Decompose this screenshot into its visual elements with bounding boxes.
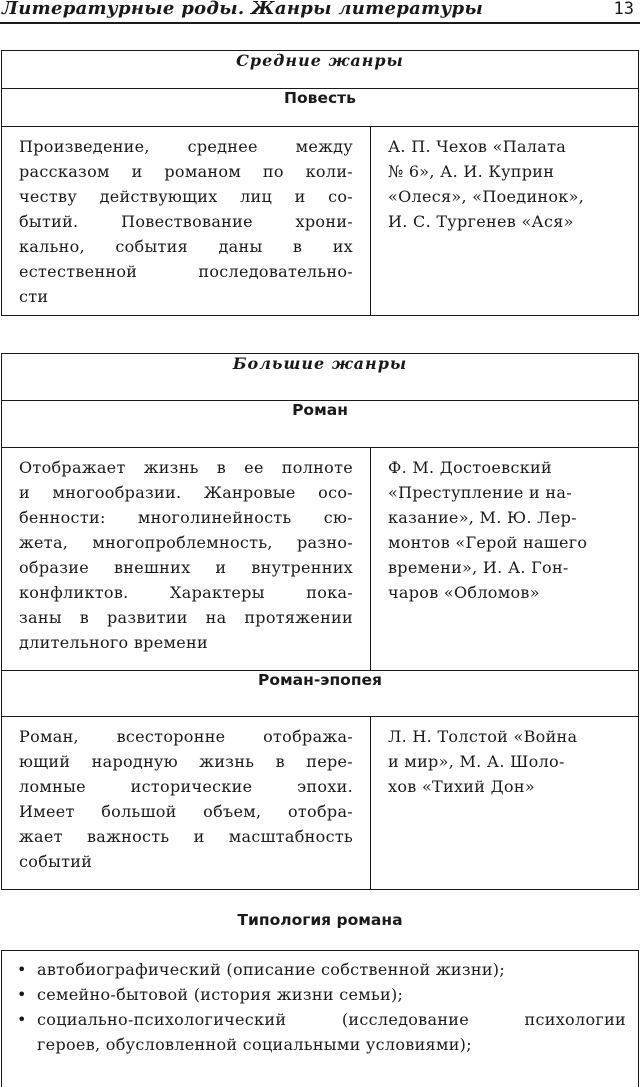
text-line: хов «Тихий Дон» <box>388 777 535 796</box>
text-line: длительного времени <box>19 633 208 652</box>
genre-name: Роман <box>2 401 639 448</box>
large-genres-table <box>1 353 639 890</box>
genre-examples <box>371 127 639 316</box>
genre-examples <box>371 448 639 671</box>
text-line: ломные исторические эпохи. <box>19 777 353 796</box>
section-title: Средние жанры <box>2 51 639 89</box>
text-line: заны в развитии на протяжении <box>19 608 353 627</box>
text-line: Имеет большой объем, отобра- <box>19 802 353 821</box>
genre-examples <box>371 717 639 890</box>
text-line: Роман, всесторонне отобража- <box>19 727 353 746</box>
bullet-icon: • <box>17 960 27 979</box>
text-line: образие внешних и внутренних <box>19 558 353 577</box>
text-line: Ф. М. Достоевский <box>388 458 552 477</box>
section-title: Большие жанры <box>2 354 639 401</box>
bullet-icon: • <box>17 985 27 1004</box>
text-line: героев, обусловленной социальными условиями); <box>37 1035 472 1054</box>
text-line: конфликтов. Характеры пока- <box>19 583 353 602</box>
text-line: «Олеся», «Поединок», <box>388 187 585 206</box>
text-line: бытий. Повествование хрони- <box>19 212 353 231</box>
genre-description <box>2 717 371 890</box>
text-line: сти <box>19 287 49 306</box>
genre-name: Роман-эпопея <box>2 671 639 717</box>
text-line: кально, события даны в их <box>19 237 353 256</box>
text-line: времени», И. А. Гон- <box>388 558 569 577</box>
text-line: ющий народную жизнь в пере- <box>19 752 353 771</box>
typology-list <box>1 950 639 1087</box>
text-line: социально-психологический (исследование психологии <box>37 1010 626 1029</box>
text-line: естественной последовательно- <box>19 262 353 281</box>
example-lines <box>388 134 624 234</box>
text-line: семейно-бытовой (история жизни семьи); <box>37 985 404 1004</box>
text-line: Отображает жизнь в ее полноте <box>19 458 353 477</box>
description-lines <box>19 455 353 655</box>
example-lines <box>388 455 624 605</box>
example-lines <box>388 724 624 799</box>
genre-description <box>2 127 371 316</box>
text-line: Произведение, среднее между <box>19 137 353 156</box>
genre-description <box>2 448 371 671</box>
text-line: монтов «Герой нашего <box>388 533 588 552</box>
genre-name: Повесть <box>2 89 639 127</box>
list-item <box>17 1007 626 1057</box>
text-line: И. С. Тургенев «Ася» <box>388 212 574 231</box>
bullet-icon: • <box>17 1010 27 1029</box>
text-line: и мир», М. А. Шоло- <box>388 752 565 771</box>
middle-genres-table <box>1 50 639 316</box>
text-line: автобиографический (описание собственной жизни); <box>37 960 506 979</box>
running-title: Литературные роды. Жанры литературы <box>2 0 484 19</box>
list-item-lines <box>37 957 626 982</box>
running-header <box>0 0 640 24</box>
text-line: «Преступление и на- <box>388 483 572 502</box>
description-lines <box>19 134 353 309</box>
text-line: бенности: многолинейность сю- <box>19 508 353 527</box>
typology-title: Типология романа <box>237 911 403 929</box>
list-item-lines <box>37 1007 626 1057</box>
list-item <box>17 982 626 1007</box>
text-line: и многообразии. Жанровые осо- <box>19 483 353 502</box>
text-line: № 6», А. И. Куприн <box>388 162 555 181</box>
text-line: честву действующих лиц и со- <box>19 187 353 206</box>
description-lines <box>19 724 353 874</box>
text-line: жает важность и масштабность <box>19 827 353 846</box>
text-line: рассказом и романом по коли- <box>19 162 353 181</box>
text-line: событий <box>19 852 93 871</box>
list-item <box>17 957 626 982</box>
text-line: А. П. Чехов «Палата <box>388 137 567 156</box>
page-number: 13 <box>613 0 634 19</box>
text-line: Л. Н. Толстой «Война <box>388 727 578 746</box>
text-line: казание», М. Ю. Лер- <box>388 508 577 527</box>
text-line: жета, многопроблемность, разно- <box>19 533 353 552</box>
text-line: чаров «Обломов» <box>388 583 540 602</box>
list-item-lines <box>37 982 626 1007</box>
